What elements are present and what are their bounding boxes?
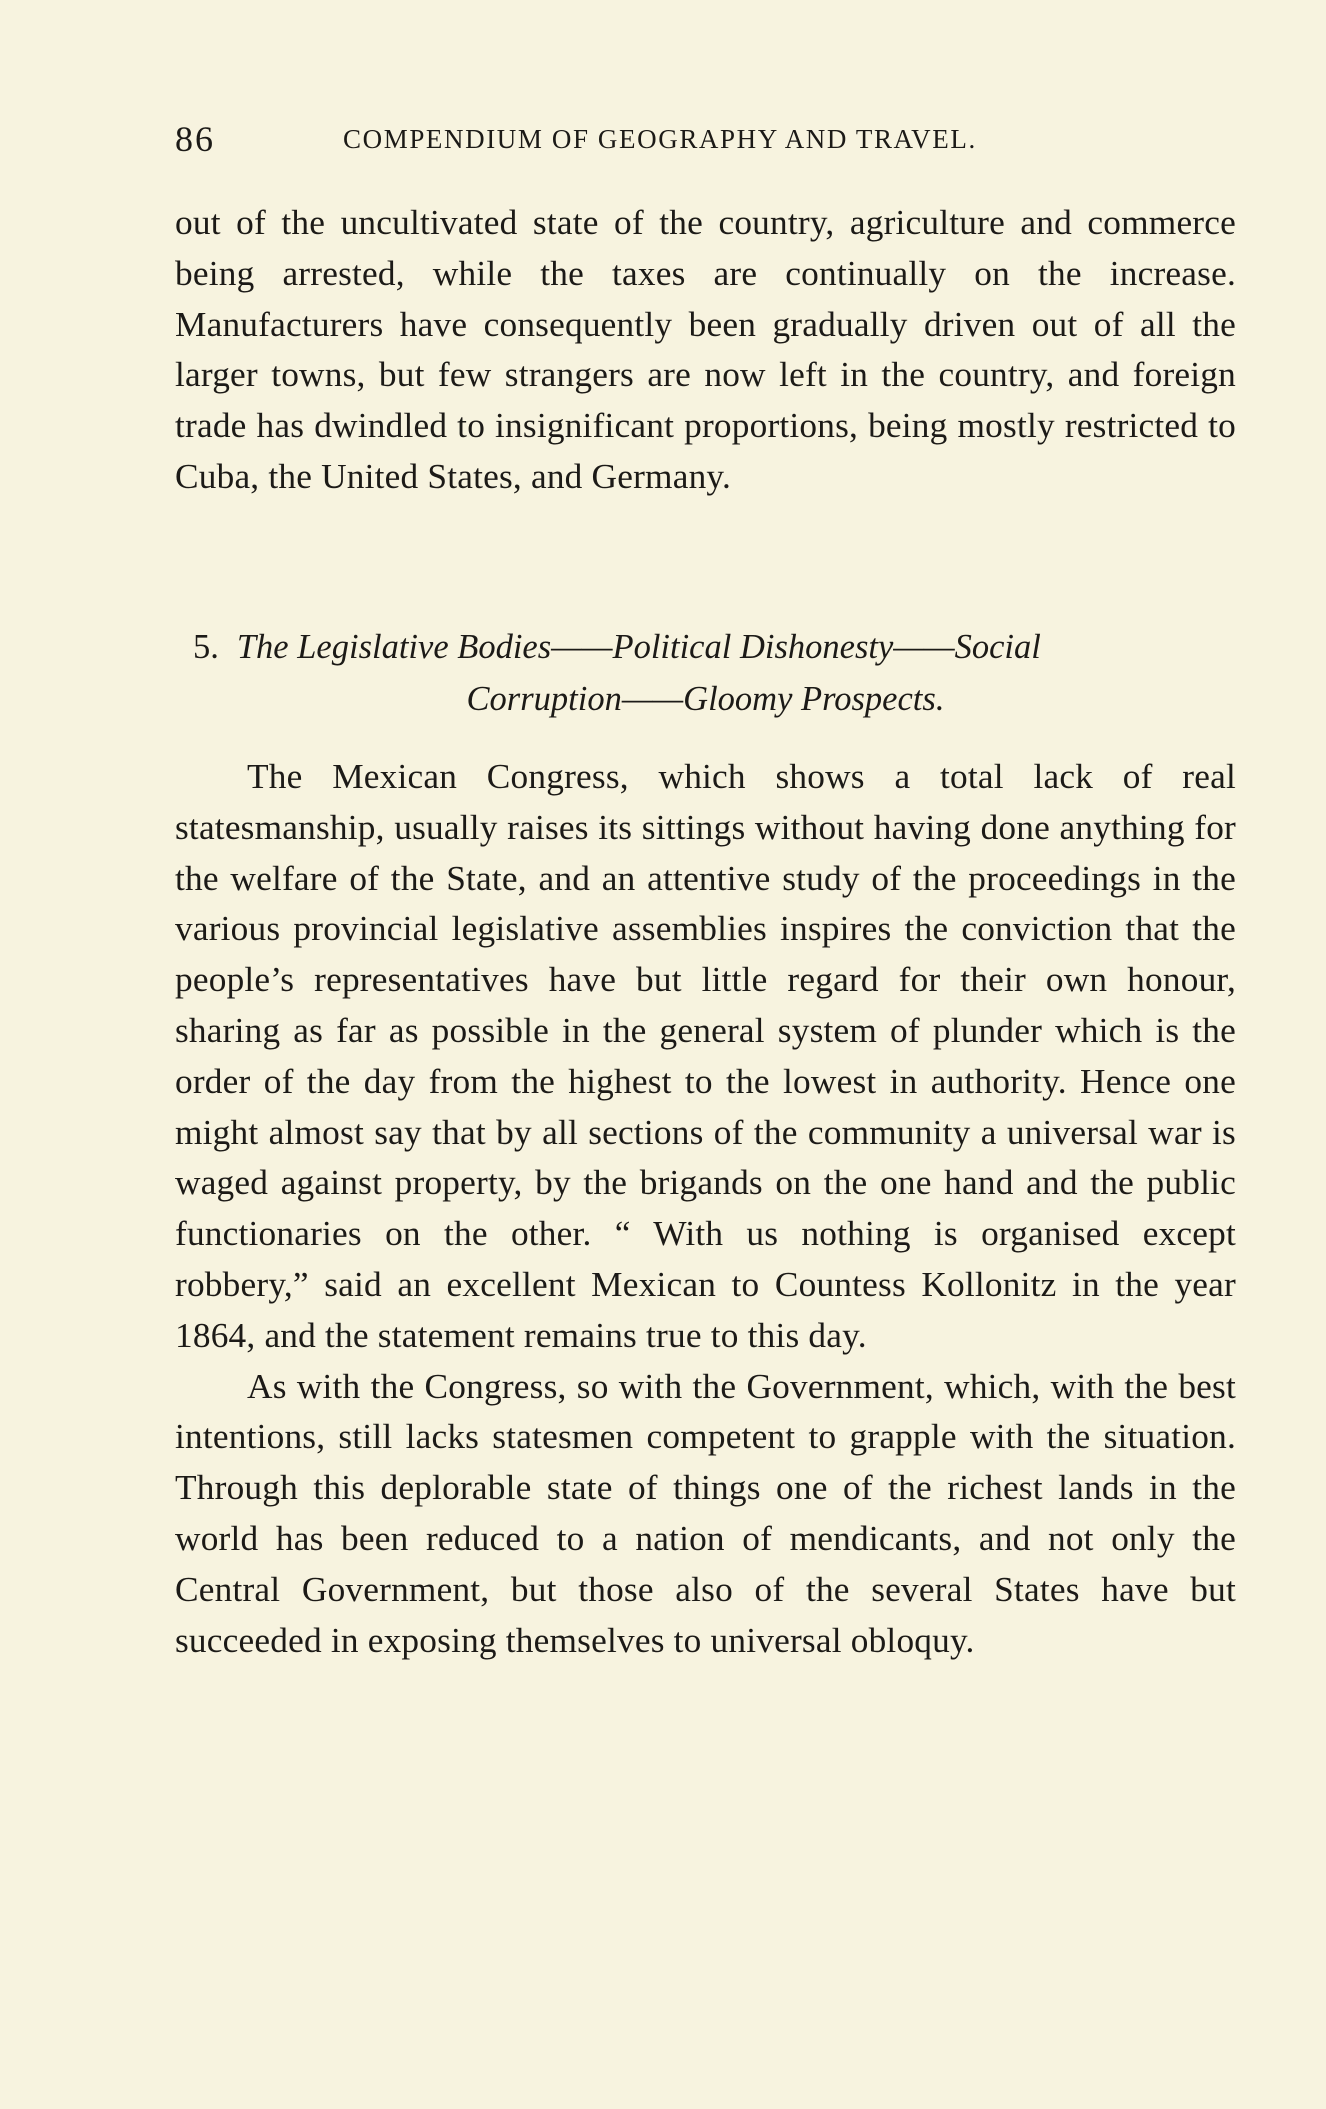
paragraph-congress: The Mexican Congress, which shows a total lack of real statesmanship, usually raises its sittings without having done anything for the welfare of the State, and an attentive study of the proceedings in the various provincial legislative assemblies inspires the conviction that the people’s representatives have but little regard for their own honour, sharing as far as possible in the general system of plunder which is the order of the day from the highest to the lowest in authority. Hence one might almost say that by all sections of the community a universal war is waged against property, by the brigands on the one hand and the public functionaries on the other. “ With us nothing is organised except robbery,” said an excellent Mexican to Countess Kollonitz in the year 1864, and the statement remains true to this day. <box>175 757 1236 1355</box>
section-heading-line-1 <box>175 621 1236 673</box>
running-head <box>175 118 1231 162</box>
body-text-block <box>175 752 1236 1666</box>
continued-paragraph: out of the uncultivated state of the country, agriculture and commerce being arrested, while the taxes are continually on the increase. Manufacturers have consequently been gradually driven out of all the larger towns, but few strangers are now left in the country, and foreign trade has dwindled to insignificant proportions, being mostly restricted to Cuba, the United States, and Germany. <box>175 203 1236 496</box>
running-title: COMPENDIUM OF GEOGRAPHY AND TRAVEL. <box>343 124 977 154</box>
section-heading <box>175 621 1236 725</box>
section-title-line-2: Corruption——Gloomy Prospects. <box>466 680 945 718</box>
section-title-line-1: The Legislative Bodies——Political Dishonesty——Social <box>236 628 1041 666</box>
continued-paragraph-block <box>175 198 1236 503</box>
page-number: 86 <box>175 119 215 159</box>
section-number: 5. <box>193 628 219 666</box>
paragraph-government: As with the Congress, so with the Government, which, with the best intentions, still lacks statesmen competent to grapple with the situation. Through this deplorable state of things one of the richest lands in the world has been reduced to a nation of mendicants, and not only the Central Government, but those also of the several States have but succeeded in exposing themselves to universal obloquy. <box>175 1366 1236 1660</box>
section-heading-line-2 <box>175 673 1236 725</box>
